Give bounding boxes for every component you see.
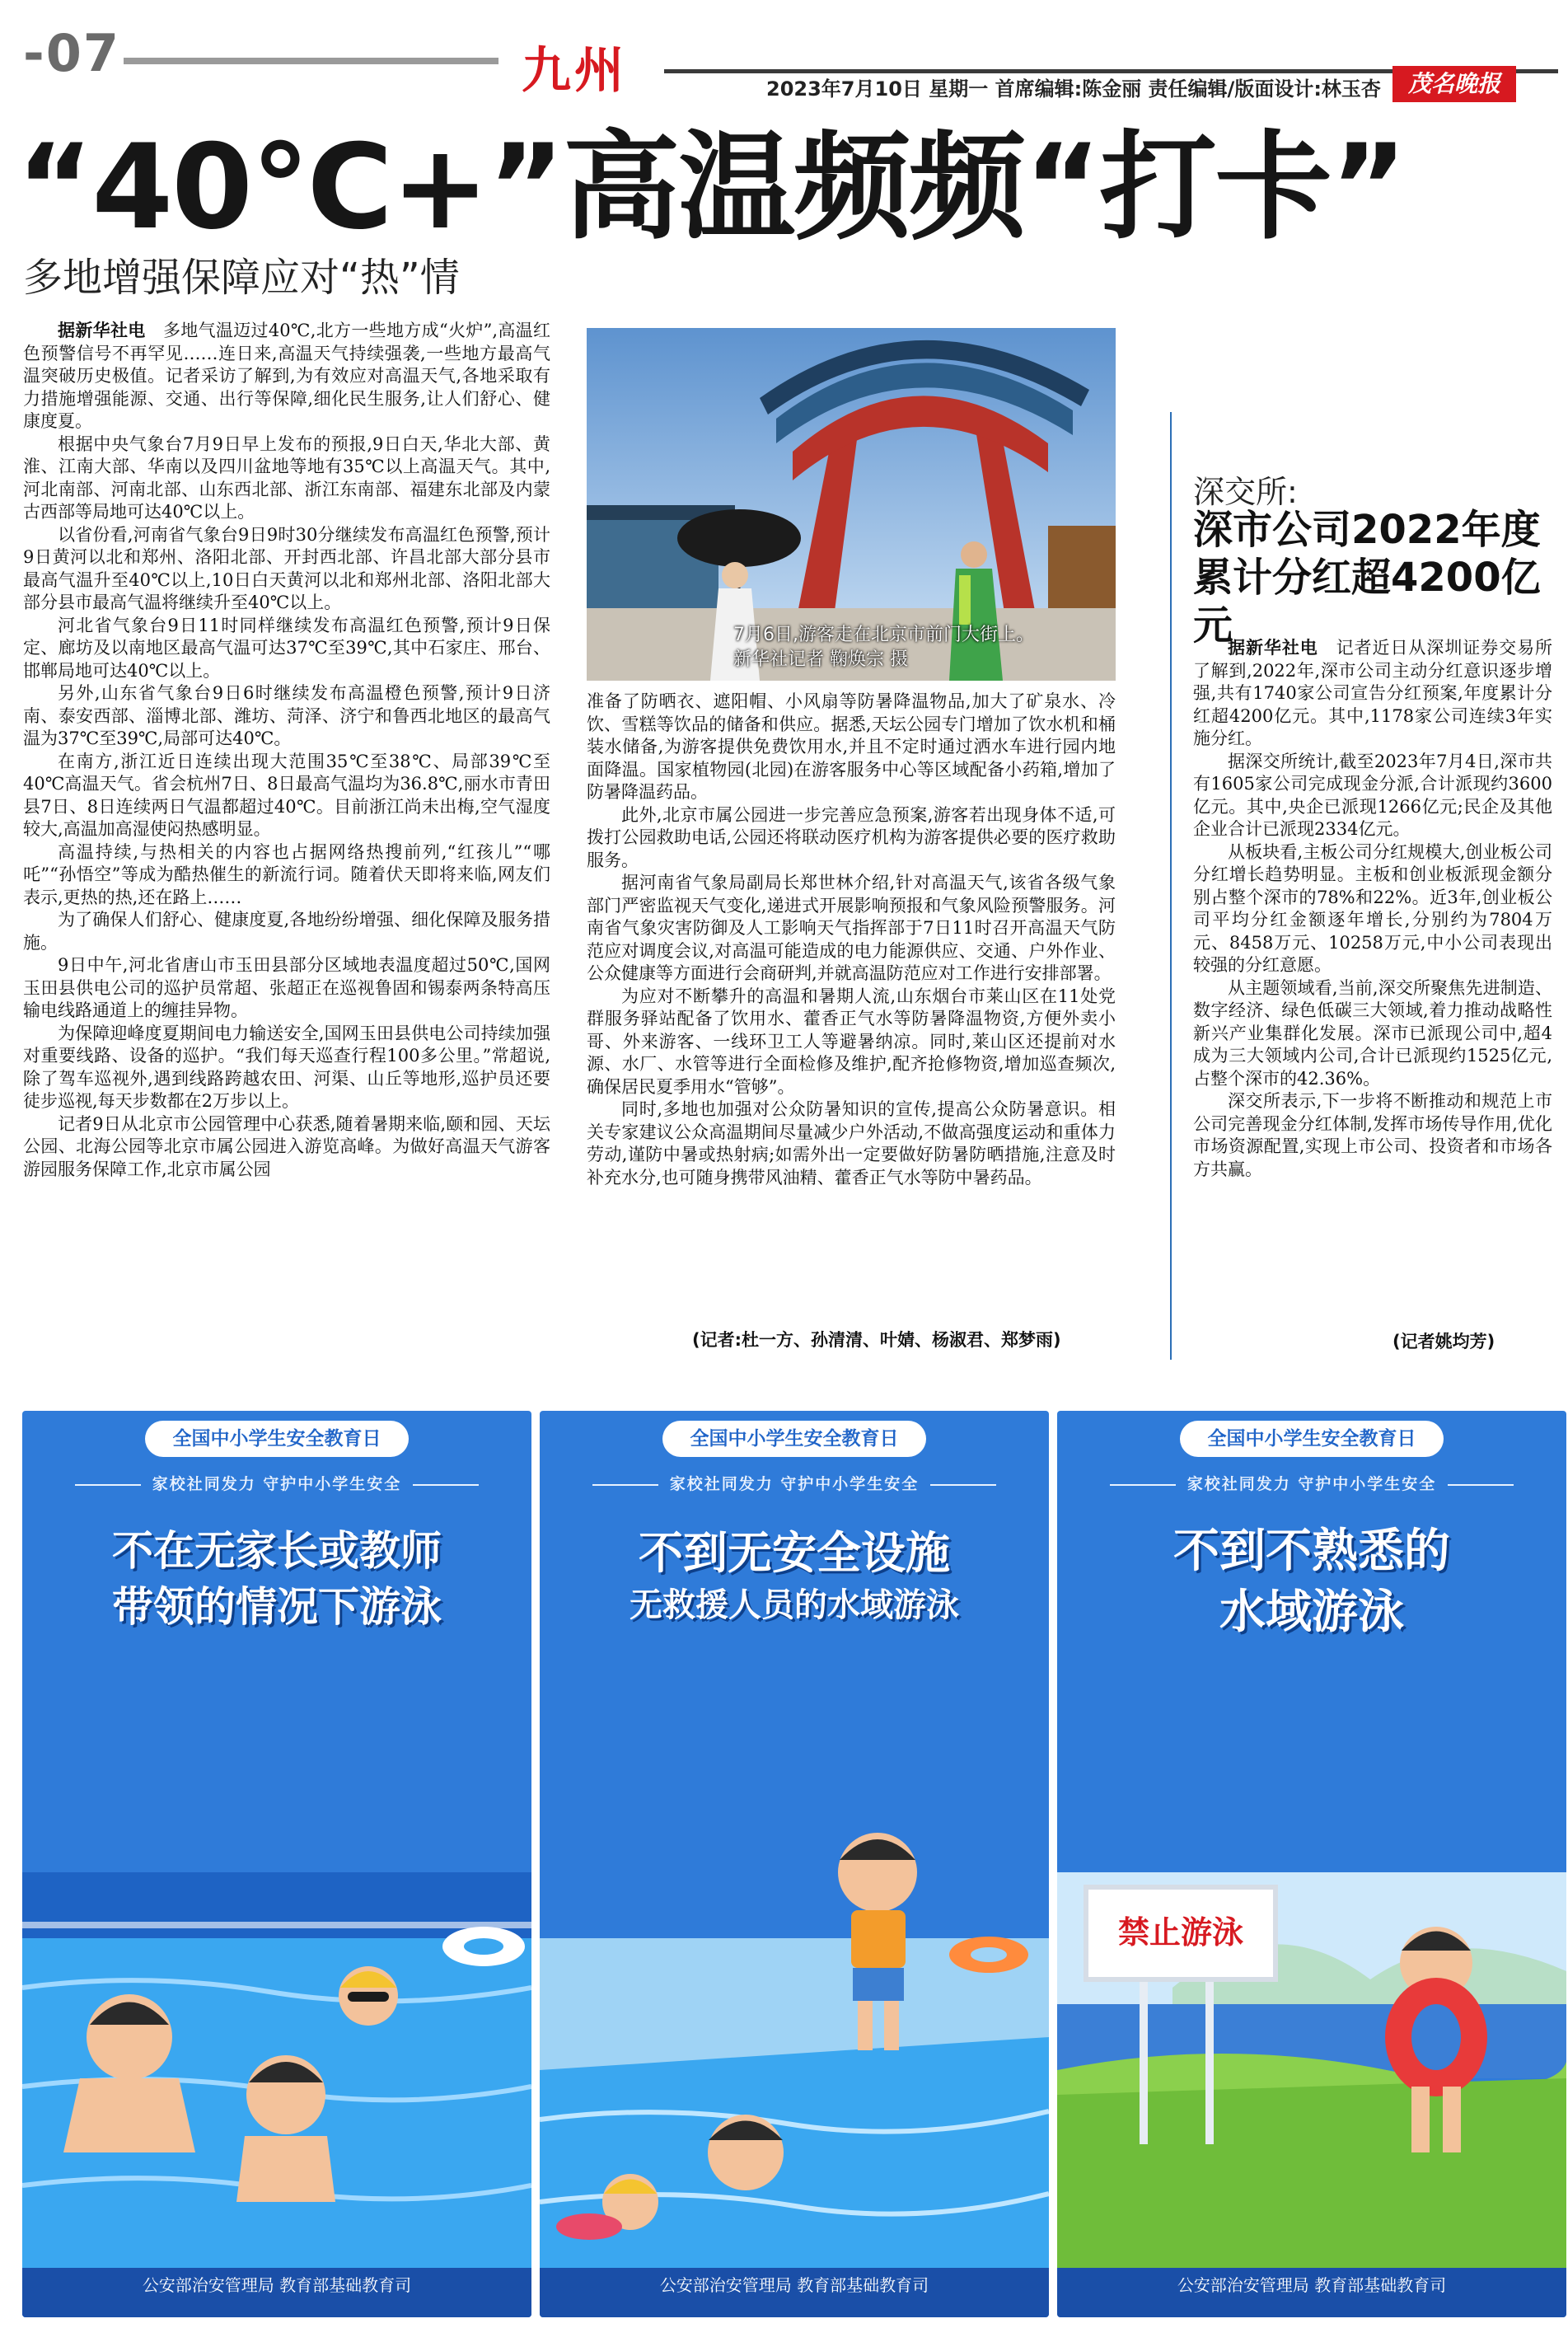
poster-3-footer: 公安部治安管理局 教育部基础教育司 <box>1177 2275 1447 2295</box>
article-paragraph <box>1193 977 1552 1091</box>
paragraph-text: 据深交所统计,截至2023年7月4日,深市共有1605家公司完成现金分派,合计派现约3600亿元。其中,央企已派现1266亿元;民企及其他企业合计已派现2334亿元。 <box>1193 751 1552 839</box>
side-title-line1: 深市公司2022年度 <box>1193 507 1541 553</box>
article-paragraph <box>23 1113 550 1182</box>
paragraph-text: 记者近日从深圳证券交易所了解到,2022年,深市公司主动分红意识逐步增强,共有1740家公司宣告分红预案,年度累计分红超4200亿元。其中,1178家公司连续3年实施分红。 <box>1193 638 1552 748</box>
photo-caption-line2: 新华社记者 鞠焕宗 摄 <box>733 649 908 670</box>
page-number: -07 <box>23 23 121 83</box>
side-article-title <box>1193 506 1556 649</box>
article-paragraph <box>587 691 1116 804</box>
poster-2-slogan: 家校社同发力 守护中小学生安全 <box>540 1472 1049 1494</box>
article-paragraph <box>587 986 1116 1099</box>
side-article-byline: (记者姚均芳) <box>1392 1332 1495 1351</box>
poster-3-slogan: 家校社同发力 守护中小学生安全 <box>1057 1472 1566 1494</box>
article-paragraph <box>1193 841 1552 977</box>
paragraph-text: 记者9日从北京市公园管理中心获悉,随着暑期来临,颐和园、天坛公园、北海公园等北京市属公园进入游览高峰。为做好高温天气游客游园服务保障工作,北京市属公园 <box>23 1113 550 1179</box>
article-paragraph <box>1193 637 1552 751</box>
article-paragraph <box>23 433 550 524</box>
paragraph-text: 从主题领域看,当前,深交所聚焦先进制造、数字经济、绿色低碳三大领域,着力推动战略性新兴产业集群化发展。深市已派现公司中,超4成为三大领域内公司,合计已派现约1525亿元,占整个深市的42.36%。 <box>1193 977 1552 1089</box>
poster-1-footer: 公安部治安管理局 教育部基础教育司 <box>142 2275 412 2295</box>
paragraph-text: 为应对不断攀升的高温和暑期人流,山东烟台市莱山区在11处党群服务驿站配备了饮用水、藿香正气水等防暑降温物资,方便外卖小哥、外来游客、一线环卫工人等避暑纳凉。同时,莱山区还提前对水源、水厂、水管等进行全面检修及维护,配齐抢修物资,增加巡查频次,确保居民夏季用水“管够”。 <box>587 986 1116 1097</box>
paragraph-text: 多地气温迈过40℃,北方一些地方成“火炉”,高温红色预警信号不再罕见……连日来,高温天气持续强袭,一些地方最高气温突破历史极值。记者采访了解到,为有效应对高温天气,各地采取有力措施增强能源、交通、出行等保障,细化民生服务,让人们舒心、健康度夏。 <box>23 321 550 431</box>
article-paragraph <box>23 320 550 433</box>
poster-2-line2: 无救援人员的水域游泳 <box>630 1586 959 1624</box>
paragraph-text: 准备了防晒衣、遮阳帽、小风扇等防暑降温物品,加大了矿泉水、冷饮、雪糕等饮品的储备和供应。据悉,天坛公园专门增加了饮水机和桶装水储备,为游客提供免费饮用水,并且不定时通过洒水车进行园内地面降温。国家植物园(北园)在游客服务中心等区域配备小药箱,增加了防暑降温药品。 <box>587 691 1116 802</box>
article-paragraph <box>23 954 550 1023</box>
poster-1-line2: 带领的情况下游泳 <box>112 1583 442 1631</box>
safety-poster-3 <box>1057 1411 1566 2317</box>
dateline-lead: 据新华社电 <box>58 321 146 340</box>
article-paragraph <box>587 1098 1116 1189</box>
side-article-kicker: 深交所: <box>1193 474 1298 510</box>
safety-poster-1 <box>22 1411 531 2317</box>
article-paragraph <box>23 841 550 910</box>
photo-caption-line1: 7月6日,游客走在北京市前门大街上。 <box>733 625 1034 645</box>
safety-poster-2 <box>540 1411 1049 2317</box>
article-paragraph <box>1193 751 1552 841</box>
article-paragraph <box>587 872 1116 986</box>
side-title-line2: 累计分红超4200亿元 <box>1193 555 1541 649</box>
paragraph-text: 深交所表示,下一步将不断推动和规范上市公司完善现金分红体制,发挥市场传导作用,优化市场资源配置,实现上市公司、投资者和市场各方共赢。 <box>1193 1091 1552 1179</box>
paragraph-text: 从板块看,主板公司分红规模大,创业板公司分红增长趋势明显。主板和创业板派现金额分别占整个深市的78%和22%。近3年,创业板公司平均分红金额逐年增长,分别约为7804万元、8458万元、10258万元,中小公司表现出较强的分红意愿。 <box>1193 841 1552 975</box>
section-name: 九州 <box>522 42 627 100</box>
poster-1-line1: 不在无家长或教师 <box>112 1527 442 1575</box>
article-paragraph <box>23 524 550 615</box>
article-paragraph <box>23 1023 550 1113</box>
article-paragraph <box>23 751 550 841</box>
main-article-column-a <box>23 320 550 1342</box>
paragraph-text: 以省份看,河南省气象台9日9时30分继续发布高温红色预警,预计9日黄河以北和郑州、洛阳北部、开封西北部、许昌北部大部分县市最高气温升至40℃以上,10日白天黄河以北和郑州北部、洛阳北部大部分县市最高气温将继续升至40℃以上。 <box>23 524 550 612</box>
poster-2-tag: 全国中小学生安全教育日 <box>662 1421 926 1457</box>
article-paragraph <box>587 804 1116 873</box>
side-article-body <box>1193 637 1552 1329</box>
headline: “40℃+”高温频频“打卡” <box>16 119 1406 255</box>
paragraph-text: 为保障迎峰度夏期间电力输送安全,国网玉田县供电公司持续加强对重要线路、设备的巡护。“我们每天巡查行程100多公里。”常超说,除了驾车巡视外,遇到线路跨越农田、河渠、山丘等地形,巡护员还要徒步巡视,每天步数都在2万步以上。 <box>23 1023 550 1111</box>
paragraph-text: 为了确保人们舒心、健康度夏,各地纷纷增强、细化保障及服务措施。 <box>23 910 550 953</box>
poster-3-line1: 不到不熟悉的 <box>1173 1525 1450 1578</box>
poster-3-tag: 全国中小学生安全教育日 <box>1180 1421 1444 1457</box>
paragraph-text: 在南方,浙江近日连续出现大范围35℃至38℃、局部39℃至40℃高温天气。省会杭州7日、8日最高气温均为36.8℃,丽水市青田县7日、8日连续两日气温都超过40℃。目前浙江尚未出梅,空气湿度较大,高温加高湿使闷热感明显。 <box>23 751 550 839</box>
paragraph-text: 高温持续,与热相关的内容也占据网络热搜前列,“红孩儿”“哪吒”“孙悟空”等成为酷热催生的新流行词。随着伏天即将来临,网友们表示,更热的热,还在路上…… <box>23 841 550 907</box>
subheadline: 多地增强保障应对“热”情 <box>23 255 460 301</box>
article-paragraph <box>23 615 550 683</box>
main-article-column-b <box>587 691 1116 1350</box>
paragraph-text: 同时,多地也加强对公众防暑知识的宣传,提高公众防暑意识。相关专家建议公众高温期间尽量减少户外活动,不做高强度运动和重体力劳动,谨防中暑或热射病;如需外出一定要做好防暑防晒措施,注意及时补充水分,也可随身携带风油精、藿香正气水等防中暑药品。 <box>587 1099 1116 1187</box>
article-paragraph <box>23 909 550 954</box>
paragraph-text: 河北省气象台9日11时同样继续发布高温红色预警,预计9日保定、廊坊及以南地区最高气温可达37℃至39℃,其中石家庄、邢台、邯郸局地可达40℃以上。 <box>23 615 550 681</box>
paragraph-text: 根据中央气象台7月9日早上发布的预报,9日白天,华北大部、黄淮、江南大部、华南以及四川盆地等地有35℃以上高温天气。其中,河北南部、河南北部、山东西北部、浙江东南部、福建东北部及内蒙古西部等局地可达40℃以上。 <box>23 433 550 522</box>
date-line: 2023年7月10日 星期一 首席编辑:陈金丽 责任编辑/版面设计:林玉杏 <box>766 77 1381 101</box>
paragraph-text: 此外,北京市属公园进一步完善应急预案,游客若出现身体不适,可拨打公园救助电话,公园还将联动医疗机构为游客提供必要的医疗救助服务。 <box>587 804 1116 870</box>
poster-2-line1: 不到无安全设施 <box>639 1527 950 1579</box>
paragraph-text: 另外,山东省气象台9日6时继续发布高温橙色预警,预计9日济南、泰安西部、淄博北部、潍坊、菏泽、济宁和鲁西北地区的最高气温为37℃至39℃,局部可达40℃。 <box>23 683 550 748</box>
photo-caption <box>733 623 1104 672</box>
poster-1-slogan: 家校社同发力 守护中小学生安全 <box>22 1472 531 1494</box>
poster-3-line2: 水域游泳 <box>1219 1586 1404 1639</box>
poster-1-tag: 全国中小学生安全教育日 <box>145 1421 409 1457</box>
paragraph-text: 据河南省气象局副局长郑世林介绍,针对高温天气,该省各级气象部门严密监视天气变化,递进式开展影响预报和气象风险预警服务。河南省气象灾害防御及人工影响天气指挥部于7日11时召开高温天气防范应对调度会议,对高温可能造成的电力能源供应、交通、户外作业、公众健康等方面进行会商研判,并就高温防范应对工作进行安排部署。 <box>587 873 1116 983</box>
paragraph-text: 9日中午,河北省唐山市玉田县部分区域地表温度超过50℃,国网玉田县供电公司的巡护员常超、张超正在巡视鲁固和锡泰两条特高压输电线路通道上的缠挂异物。 <box>23 955 550 1020</box>
article-paragraph <box>23 682 550 751</box>
poster-2-footer: 公安部治安管理局 教育部基础教育司 <box>659 2275 929 2295</box>
paper-logo: 茂名晚报 <box>1392 66 1516 102</box>
article-paragraph <box>1193 1090 1552 1181</box>
no-swimming-sign-text: 禁止游泳 <box>1117 1914 1244 1951</box>
header-rule <box>124 58 498 64</box>
main-article-byline: (记者:杜一方、孙清清、叶婧、杨淑君、郑梦雨) <box>692 1330 1061 1350</box>
dateline-lead: 据新华社电 <box>1228 638 1318 658</box>
